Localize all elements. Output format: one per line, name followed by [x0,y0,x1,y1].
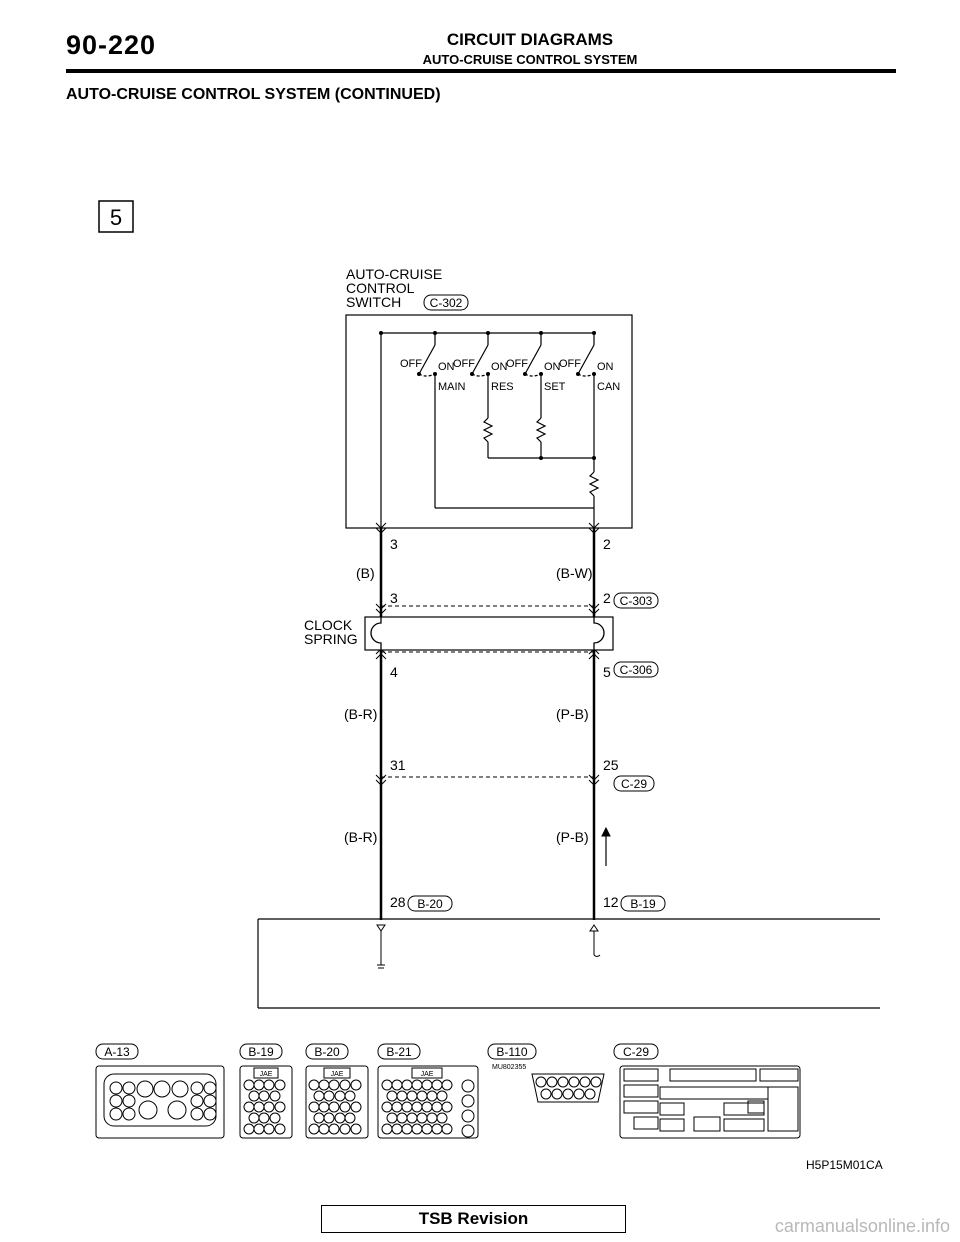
contact-off-can: OFF [559,358,581,370]
clock-out-left-pin: 4 [390,664,398,680]
wire-right-lower: (P-B) [556,829,589,845]
contact-name-main: MAIN [438,381,466,393]
ecu-right-pin: 12 [603,894,619,910]
clock-spring-label-1: CLOCK [304,617,353,633]
ecu-box [258,919,880,1008]
connector-c29-face [620,1066,800,1138]
connector-b110-label: B-110 [496,1045,528,1059]
switch-connector: C-302 [429,296,463,310]
switch-right-pin: 2 [603,536,611,552]
header-subtitle: AUTO-CRUISE CONTROL SYSTEM [422,52,638,67]
ecu-terminals [377,925,600,968]
switch-label-2: CONTROL [346,280,415,296]
clock-in-left-pin: 3 [390,590,398,606]
connector-b20-label: B-20 [314,1045,340,1059]
switch-label-3: SWITCH [346,294,402,310]
connector-b110-face [532,1074,604,1102]
contact-on-set: ON [544,361,561,373]
contact-name-res: RES [491,381,514,393]
wire-left-upper: (B) [356,565,375,581]
clock-out-connector: C-306 [619,663,653,677]
clock-in-connector: C-303 [619,594,653,608]
connector-b19-jae: JAE [259,1071,273,1078]
contact-on-can: ON [597,361,614,373]
ecu-left-connector: B-20 [417,897,443,911]
figure-code: H5P15M01CA [806,1158,883,1172]
connector-a13-label: A-13 [104,1045,130,1059]
wire-left-lower: (B-R) [344,829,378,845]
watermark: carmanualsonline.info [774,1216,950,1236]
contact-off-res: OFF [453,358,475,370]
page-number: 90-220 [66,30,157,60]
ecu-right-connector: B-19 [630,897,656,911]
wire-right-middle: (P-B) [556,706,589,722]
contact-name-can: CAN [597,381,621,393]
tsb-revision-box: TSB Revision [321,1205,626,1233]
connector-b110-part: MU802355 [492,1064,527,1071]
contact-on-res: ON [491,361,508,373]
clock-spring-box [365,617,613,650]
junction-left-pin: 31 [390,757,406,773]
connector-b20-jae: JAE [330,1071,344,1078]
connector-b21-label: B-21 [386,1045,412,1059]
switch-box [346,315,632,528]
wire-right-upper: (B-W) [556,565,593,581]
contact-name-set: SET [544,381,566,393]
switch-label-1: AUTO-CRUISE [346,266,443,282]
junction-right-pin: 25 [603,757,619,773]
switch-left-pin: 3 [390,536,398,552]
contact-off-set: OFF [506,358,528,370]
connector-labels [96,1044,658,1059]
connector-b21-jae: JAE [420,1071,434,1078]
wire-left-middle: (B-R) [344,706,378,722]
connector-a13-face [96,1066,224,1138]
sheet-marker: 5 [109,205,123,230]
junction-connector: C-29 [620,777,648,791]
contact-off-main: OFF [400,358,422,370]
section-title: AUTO-CRUISE CONTROL SYSTEM (CONTINUED) [66,86,441,103]
clock-in-right-pin: 2 [603,590,611,606]
connector-c29-label: C-29 [622,1045,650,1059]
clock-out-right-pin: 5 [603,664,611,680]
contact-on-main: ON [438,361,455,373]
header-title: CIRCUIT DIAGRAMS [446,30,614,49]
signal-arrow [602,828,610,866]
ecu-left-pin: 28 [390,894,406,910]
connector-b19-label: B-19 [248,1045,274,1059]
clock-spring-label-2: SPRING [304,631,358,647]
